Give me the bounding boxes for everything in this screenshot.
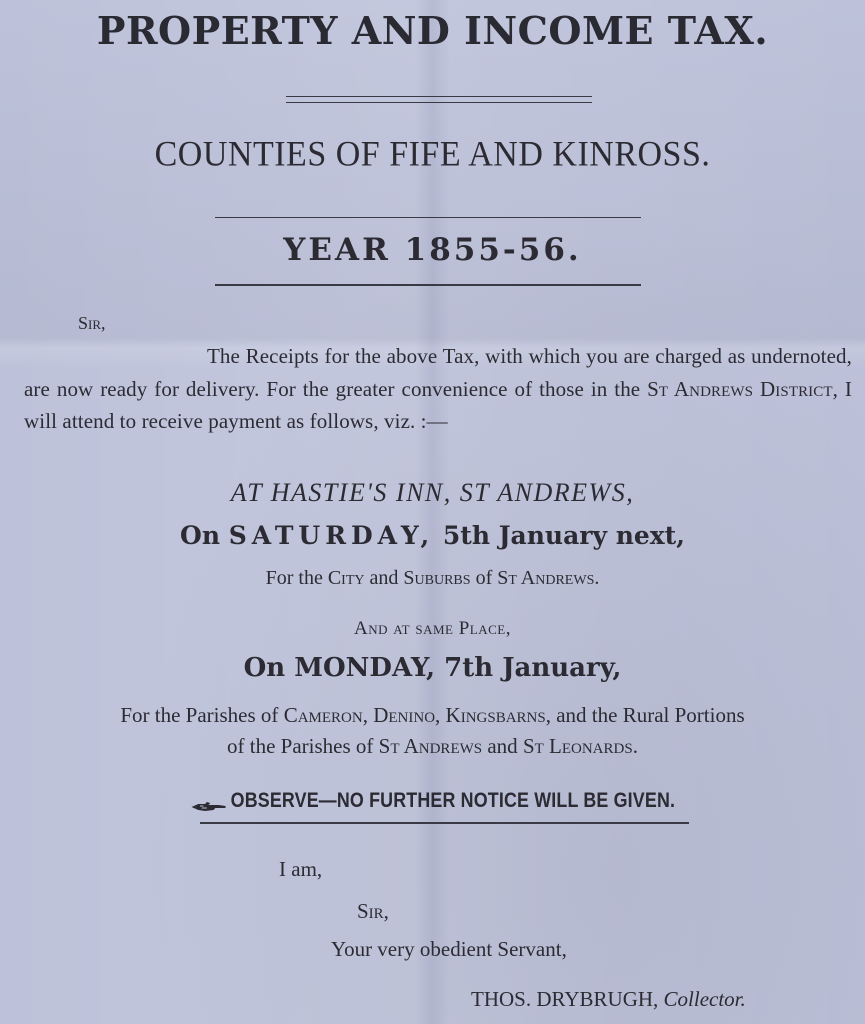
also-place-line: And at same Place, [353,618,511,639]
title-divider-bottom [286,102,592,103]
parish-cameron: Cameron [283,703,363,727]
parishes-prefix: For the Parishes of [120,703,284,727]
first-date-line [0,521,865,550]
closing-sir: Sir, [357,899,389,923]
parish-denino: Denino [373,703,436,727]
closing-line: I am, [279,857,323,881]
year-divider-top [215,217,641,218]
year-heading: YEAR 1855-56. [283,232,582,268]
collector-name: THOS. DRYBRUGH, [471,987,659,1011]
salutation: Sir, [78,313,106,333]
parishes-line2-prefix: of the Parishes of [227,734,379,758]
parishes-text [0,700,865,762]
observe-text: OBSERVE—NO FURTHER NOTICE WILL BE GIVEN. [230,789,676,812]
collector-role: Collector. [663,987,746,1011]
parishes-suffix: , and the Rural Portions [545,703,745,727]
first-for-text: For the [265,567,323,589]
city-word: City [327,567,365,589]
first-on: On [180,521,221,550]
suburbs-word: Suburbs [403,567,471,589]
observe-underline [200,822,689,824]
parishes-line-2 [0,731,865,762]
parishes-and: and [482,734,523,758]
of-word: of [475,567,493,589]
title-divider-top [286,96,592,97]
parish-st-andrews: St Andrews [378,734,483,758]
parish-kingsbarns: Kingsbarns [445,703,546,727]
first-place: St Andrews. [497,567,600,589]
first-date: 5th January next, [442,521,685,550]
parishes-end: . [632,734,638,758]
year-divider-bottom [215,284,641,286]
and-word: and [369,567,399,589]
district-name: St Andrews District [647,376,833,401]
letter-body-text-end: , I will attend to receive payment as follows, viz. :— [24,376,853,433]
letter-body [24,340,852,438]
pointing-hand-icon [190,795,227,807]
observe-notice [65,789,800,813]
first-day: SATURDAY, [228,521,435,550]
counties-heading: COUNTIES OF FIFE AND KINROSS. [154,135,711,174]
parishes-line-1: For the Parishes of Cameron, Denino, Kingsbarns, and the Rural Portions [120,703,745,727]
parish-st-leonards: St Leonards [522,734,633,758]
venue-line: AT HASTIE'S INN, ST ANDREWS, [230,478,635,507]
letter-body-text: The Receipts for the above Tax, with which you are charged as undernoted, are now ready for delivery. For the greater convenience of those in the [24,344,852,401]
closing-servant: Your very obedient Servant, [331,937,567,961]
notice-title: PROPERTY AND INCOME TAX. [96,8,769,53]
first-for-line [0,567,865,590]
collector-signature [471,987,746,1012]
second-date-line: On MONDAY, 7th January, [243,653,622,683]
